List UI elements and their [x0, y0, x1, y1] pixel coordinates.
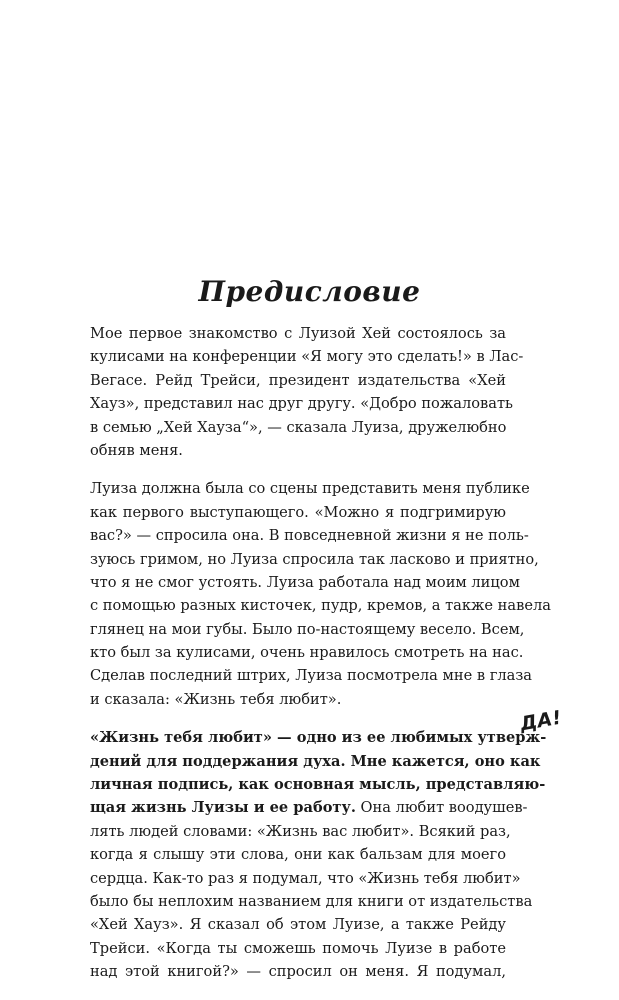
- text-line: обняв меня.: [90, 441, 183, 459]
- text-line: зуюсь гримом, но Луиза спросила так ласково и приятно,: [90, 550, 539, 568]
- page-title: Предисловие: [198, 275, 421, 308]
- text-line: «Хей Хауз». Я сказал об этом Луизе, а также Рейду: [90, 916, 506, 934]
- body-text: [90, 322, 551, 999]
- text-line: вас?» — спросила она. В повседневной жизни я не поль-: [90, 527, 529, 545]
- text-line: Вегасе. Рейд Трейси, президент издательства «Хей: [90, 371, 506, 389]
- regular-fragment: Она любит воодушев-: [355, 799, 528, 817]
- text-line: кто был за кулисами, очень нравилось смотреть на нас.: [90, 644, 524, 662]
- text-line: когда я слышу эти слова, они как бальзам для моего: [90, 846, 506, 864]
- text-line-bold: дений для поддержания духа. Мне кажется, оно как: [90, 752, 541, 770]
- text-line-bold: «Жизнь тебя любит» — одно из ее любимых утверж-: [90, 729, 547, 747]
- text-line: Луиза должна была со сцены представить меня публике: [90, 480, 530, 498]
- text-line: Хауз», представил нас друг другу. «Добро пожаловать: [90, 395, 513, 413]
- text-line: в семью „Хей Хауза“», — сказала Луиза, дружелюбно: [90, 418, 507, 436]
- paragraph-2: [90, 477, 551, 711]
- text-line: с помощью разных кисточек, пудр, кремов, а также навела: [90, 597, 551, 615]
- text-line: над этой книгой?» — спросил он меня. Я подумал,: [90, 963, 506, 981]
- text-line: кулисами на конференции «Я могу это сделать!» в Лас-: [90, 348, 524, 366]
- text-line: что я не смог устоять. Луиза работала над моим лицом: [90, 573, 520, 591]
- text-line: Сделав последний штрих, Луиза посмотрела мне в глаза: [90, 667, 532, 685]
- margin-note: ДА!: [518, 706, 564, 736]
- text-line: сердца. Как-то раз я подумал, что «Жизнь тебя любит»: [90, 869, 521, 887]
- paragraph-3: [90, 726, 547, 983]
- text-line: Мое первое знакомство с Луизой Хей состоялось за: [90, 325, 506, 342]
- text-line-bold: личная подпись, как основная мысль, представляю-: [90, 776, 546, 794]
- text-line: Трейси. «Когда ты сможешь помочь Луизе в работе: [90, 939, 506, 957]
- text-line: было бы неплохим названием для книги от издательства: [90, 892, 533, 910]
- paragraph-1: [90, 322, 524, 462]
- text-line: как первого выступающего. «Можно я подгримирую: [90, 503, 506, 521]
- text-line: глянец на мои губы. Было по-настоящему весело. Всем,: [90, 620, 525, 638]
- bold-fragment: щая жизнь Луизы и ее работу.: [90, 799, 356, 817]
- text-line: и сказала: «Жизнь тебя любит».: [90, 690, 342, 708]
- text-line-mixed: [90, 796, 528, 819]
- text-line: лять людей словами: «Жизнь вас любит». Всякий раз,: [90, 822, 511, 840]
